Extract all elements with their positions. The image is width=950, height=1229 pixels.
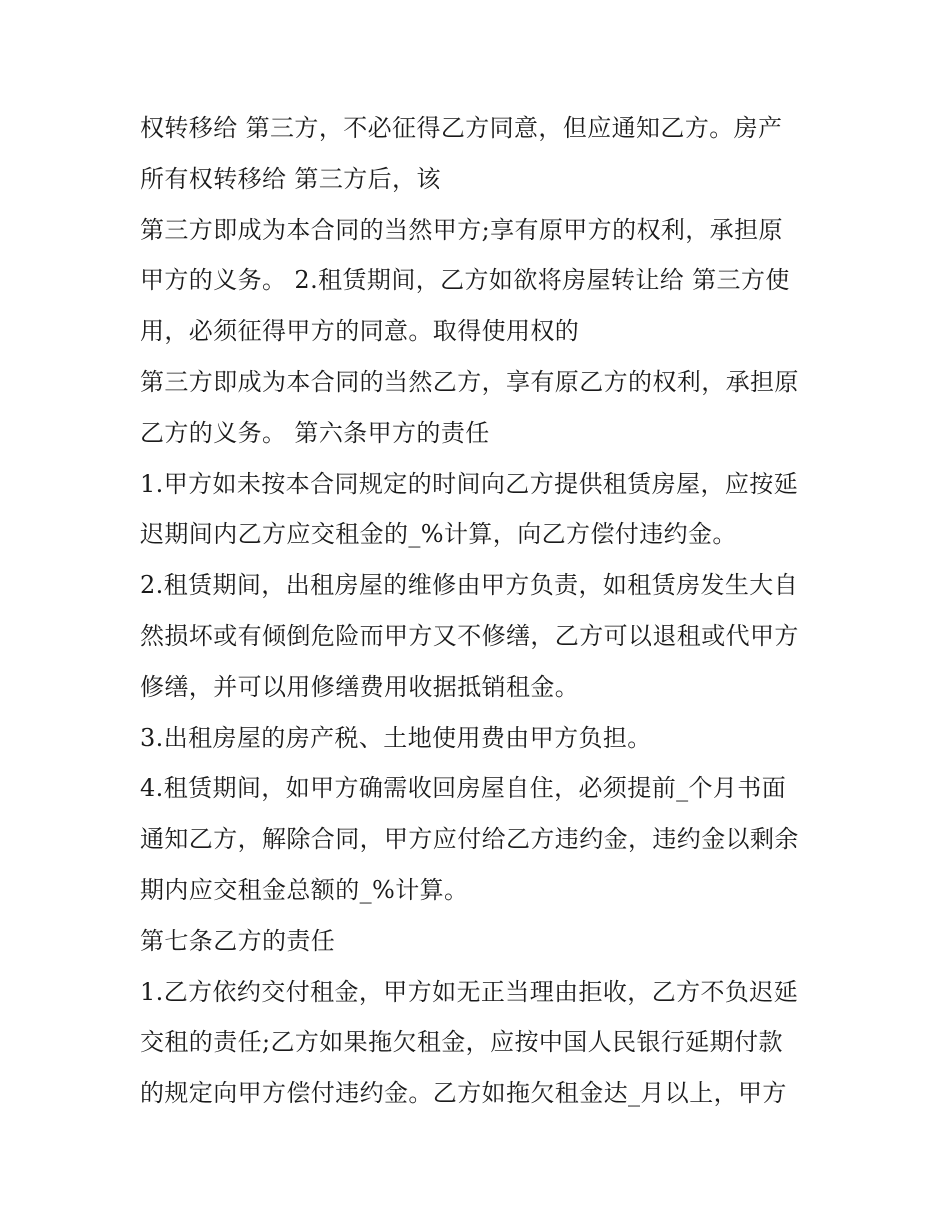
text-line: 用，必须征得甲方的同意。取得使用权的 [140,317,580,346]
text-line: 通知乙方，解除合同，甲方应付给乙方违约金，违约金以剩余 [140,825,799,854]
text-line: 期内应交租金总额的_%计算。 [140,875,469,904]
text-line: 3.出租房屋的房产税、土地使用费由甲方负担。 [140,723,652,752]
text-line: 修缮，并可以用修缮费用收据抵销租金。 [140,672,580,701]
text-line: 乙方的义务。 第六条甲方的责任 [140,418,490,447]
text-line: 4.租赁期间，如甲方确需收回房屋自住，必须提前_个月书面 [140,774,787,803]
text-line: 所有权转移给 第三方后，该 [140,164,441,193]
document-body [140,103,820,1119]
text-line: 交租的责任;乙方如果拖欠租金，应按中国人民银行延期付款 [140,1028,783,1057]
text-line: 1.甲方如未按本合同规定的时间向乙方提供租赁房屋，应按延 [140,469,799,498]
text-line: 第三方即成为本合同的当然甲方;享有原甲方的权利，承担原 [140,215,783,244]
text-line: 迟期间内乙方应交租金的_%计算，向乙方偿付违约金。 [140,520,737,549]
text-line: 的规定向甲方偿付违约金。乙方如拖欠租金达_月以上，甲方 [140,1079,787,1108]
text-line: 然损坏或有倾倒危险而甲方又不修缮，乙方可以退租或代甲方 [140,621,799,650]
text-line: 第三方即成为本合同的当然乙方，享有原乙方的权利，承担原 [140,367,799,396]
section-heading: 第七条乙方的责任 [140,926,336,955]
text-line: 2.租赁期间，出租房屋的维修由甲方负责，如租赁房发生大自 [140,571,799,600]
text-line: 甲方的义务。 2.租赁期间，乙方如欲将房屋转让给 第三方使 [140,266,790,295]
text-line: 1.乙方依约交付租金，甲方如无正当理由拒收，乙方不负迟延 [140,977,799,1006]
text-line: 权转移给 第三方，不必征得乙方同意，但应通知乙方。房产 [140,114,783,142]
